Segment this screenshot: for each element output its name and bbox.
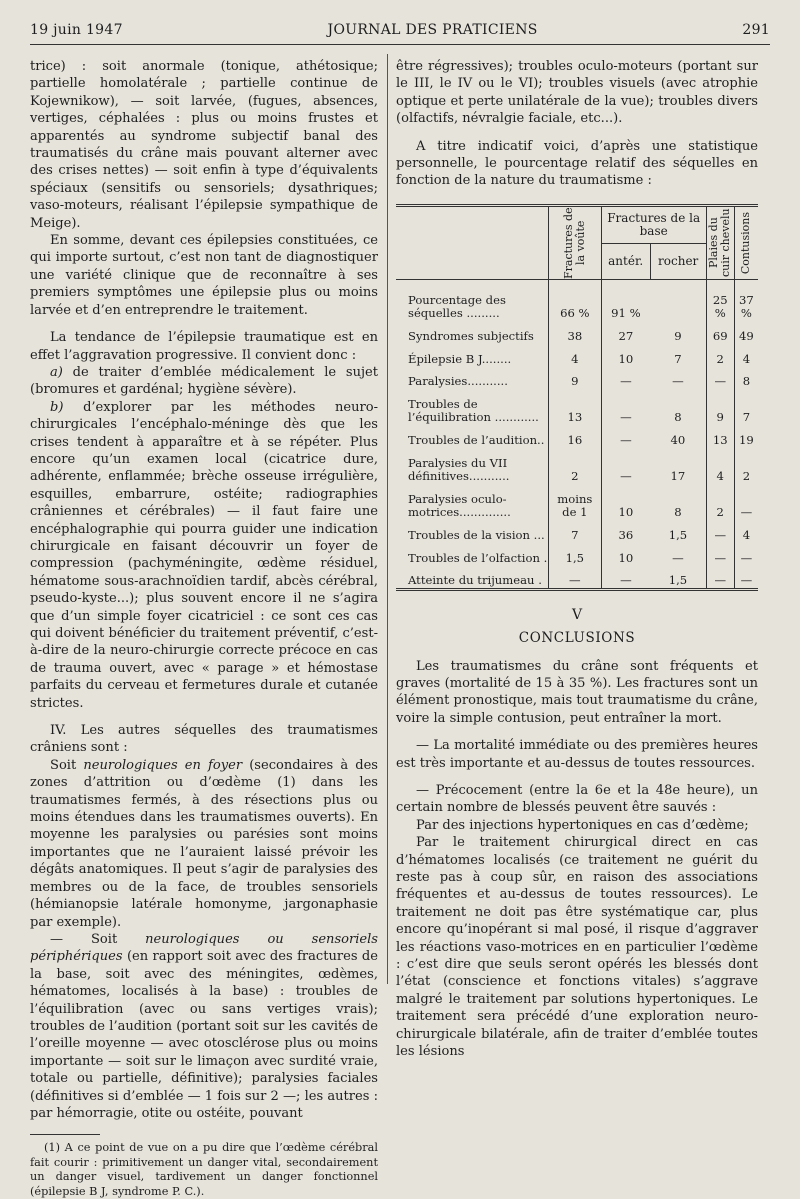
row-label: Troubles de l’audition.. bbox=[408, 433, 545, 447]
table-cell: 37 % bbox=[734, 279, 758, 321]
table-cell: 8 bbox=[734, 366, 758, 389]
table-cell: 1,5 bbox=[668, 573, 688, 588]
table-cell: 17 bbox=[670, 469, 686, 484]
table-row bbox=[396, 543, 758, 566]
row-label: Paralysies........... bbox=[408, 374, 508, 389]
table-cell: 4 bbox=[549, 344, 602, 367]
paragraph bbox=[30, 931, 378, 1122]
table-cell: 91 % bbox=[601, 279, 650, 321]
header-journal-title: JOURNAL DES PRATICIENS bbox=[327, 22, 538, 38]
table-cell: — bbox=[706, 543, 734, 566]
table-row bbox=[396, 425, 758, 448]
table-cell: 9 bbox=[706, 389, 734, 425]
text-run: (en rapport soit avec des fractures de la base, soit avec des méningites, œdèmes, hématomes, localisés à la base) : troubles de l’équilibration (avec ou sans vertiges vrais); troubles de l’audition (portant soit sur les cavités de l’oreille moyenne — avec otosclérose plus ou moins importante — soit sur le limaçon avec surdité vraie, totale ou partielle, définitive); paralysies faciales (définitives si d’emblée — 1 fois sur 2 —; les autres : par hémorragie, otite ou ostéite, pouvant bbox=[30, 949, 378, 1121]
paragraph: Par des injections hypertoniques en cas d’œdème; bbox=[416, 817, 749, 833]
row-label: Épilepsie B J........ bbox=[408, 351, 512, 366]
col-header-anter: antér. bbox=[601, 244, 650, 280]
table-cell: 49 bbox=[734, 321, 758, 344]
table-cell: 16 bbox=[549, 425, 602, 448]
table-cell bbox=[650, 279, 706, 321]
table-cell: — bbox=[734, 484, 758, 520]
footnote-text: (1) A ce point de vue on a pu dire que l’œdème cérébral fait courir : primitivement un danger vital, secondairement un danger visuel, tardivement un danger fonctionnel (épilepsie B J, syndrome P. C.). bbox=[30, 1141, 378, 1198]
right-column bbox=[396, 58, 758, 1061]
list-text: d’explorer par les méthodes neuro-chirurgicales l’encéphalo-méninge dès que les crises tendent à apparaître et à se répéter. Plus encore qu’un examen local (cicatrice dure, adhérente, enflammée; brèche osseuse irrégulière, esquilles, embarrure, ostéite; radiographies crâniennes et cérébrales) — il faut faire une encéphalographie qui pourra guider une indication chirurgicale en faisant découvrir un foyer de compression (pachyméningite, œdème résiduel, hématome sous-arachnoïdien tardif, abcès cérébral, pseudo-kyste...); plus souvent encore il ne s’agira que d’un simple foyer cicatriciel : ce sont ces cas qui doivent bénéficier du traitement préventif, c’est-à-dire de la neuro-chirurgie correcte précoce en cas de trauma ouvert, avec « parage » et hémostase parfaits du cerveau et fermetures durale et cutanée strictes. bbox=[30, 399, 378, 711]
table-cell: 19 bbox=[734, 425, 758, 448]
table-cell: 2 bbox=[706, 484, 734, 520]
emphasis: neurologiques en foyer bbox=[83, 757, 243, 773]
table-cell: 7 bbox=[734, 389, 758, 425]
table-cell: 7 bbox=[674, 351, 682, 366]
list-item bbox=[30, 399, 378, 712]
table-cell: 10 bbox=[601, 484, 650, 520]
table-cell: 40 bbox=[670, 433, 686, 447]
col-header-base-group: Fractures de la base bbox=[601, 207, 706, 244]
table-cell: 9 bbox=[674, 329, 682, 344]
paragraph: En somme, devant ces épilepsies constituées, ce qui importe surtout, c’est non tant de diagnostiquer une variété clinique que de reconnaître à ses premiers symptômes une épilepsie plus ou moins larvée et d’en entreprendre le traitement. bbox=[30, 233, 378, 318]
paragraph: La tendance de l’épilepsie traumatique est en effet l’aggravation progressive. Il convient donc : bbox=[30, 330, 378, 363]
col-header-contusions: Contusions bbox=[734, 207, 758, 280]
paragraph: — Précocement (entre la 6e et la 48e heure), un certain nombre de blessés peuvent être sauvés : bbox=[396, 783, 758, 816]
table-cell: 4 bbox=[734, 520, 758, 543]
table-cell: 25 % bbox=[706, 279, 734, 321]
col-header-plaies: Plaies du cuir chevelu bbox=[706, 207, 734, 280]
row-label: Troubles de l’olfaction . bbox=[408, 550, 548, 565]
col-header-rocher: rocher bbox=[650, 244, 706, 280]
table-cell: 13 bbox=[706, 425, 734, 448]
row-label: Troubles de la vision ... bbox=[408, 527, 545, 542]
section-number: V bbox=[571, 606, 583, 623]
table-cell: — bbox=[601, 565, 650, 588]
table-cell: 38 bbox=[549, 321, 602, 344]
paragraph: Les traumatismes du crâne sont fréquents et graves (mortalité de 15 à 35 %). Les fractures sont un élément pronostique, mais tout traumatisme du crâne, voire la simple contusion, peut entraîner la mort. bbox=[396, 658, 758, 726]
table-cell: 27 bbox=[601, 321, 650, 344]
table-cell: — bbox=[706, 565, 734, 588]
list-label: b) bbox=[50, 399, 64, 415]
text-run: — Soit bbox=[50, 931, 118, 947]
table-row bbox=[396, 344, 758, 367]
table-corner bbox=[396, 207, 549, 280]
table-cell: 10 bbox=[601, 543, 650, 566]
table-cell: 8 bbox=[674, 410, 682, 425]
list-item bbox=[30, 364, 378, 399]
table-cell: — bbox=[734, 565, 758, 588]
table-cell: 7 bbox=[549, 520, 602, 543]
section-heading: IV. Les autres séquelles des traumatismes crâniens sont : bbox=[30, 723, 378, 756]
table-cell: 2 bbox=[549, 448, 602, 484]
list-label: a) bbox=[50, 364, 63, 380]
paragraph bbox=[30, 757, 378, 931]
table-cell: — bbox=[672, 374, 684, 389]
table-cell: 13 bbox=[549, 389, 602, 425]
row-label: Paralysies du VII définitives........... bbox=[408, 455, 510, 484]
table-cell: moins de 1 bbox=[549, 484, 602, 520]
text-run: (secondaires à des zones d’attrition ou d’œdème (1) dans les traumatismes fermés, à des résections plus ou moins étendues dans les traumatismes ouverts). En moyenne les paralysies ou parésies sont moins importantes que ne l’auraient laissé prévoir les dégâts anatomiques. Il peut s’agir de paralysies des membres ou de la face, de troubles sensoriels (hémianopsie latérale homonyme, jargonaphasie par exemple). bbox=[30, 757, 378, 930]
header-page-number: 291 bbox=[742, 22, 770, 38]
table-row bbox=[396, 279, 758, 321]
paragraph: A titre indicatif voici, d’après une statistique personnelle, le pourcentage relatif des séquelles en fonction de la nature du traumatisme : bbox=[396, 138, 758, 189]
header-date: 19 juin 1947 bbox=[30, 22, 123, 38]
table-row bbox=[396, 484, 758, 520]
row-label: Paralysies oculo-motrices.............. bbox=[408, 491, 511, 520]
table-cell: — bbox=[601, 448, 650, 484]
table-cell: 10 bbox=[601, 344, 650, 367]
table-cell: 36 bbox=[601, 520, 650, 543]
table-row bbox=[396, 520, 758, 543]
emphasis: neurologiques ou sensoriels périphériques bbox=[30, 931, 379, 965]
table-cell: — bbox=[706, 366, 734, 389]
row-label: Atteinte du trijumeau . bbox=[408, 573, 542, 588]
table-cell: 66 % bbox=[549, 279, 602, 321]
table-cell: 1,5 bbox=[668, 527, 688, 542]
table-cell: 69 bbox=[706, 321, 734, 344]
table-cell: — bbox=[601, 389, 650, 425]
table-cell: — bbox=[706, 520, 734, 543]
left-column bbox=[30, 58, 378, 1199]
text-run: Soit bbox=[50, 757, 77, 773]
section-title: CONCLUSIONS bbox=[518, 630, 636, 647]
paragraph: être régressives); troubles oculo-moteurs (portant sur le III, le IV ou le VI); troubles visuels (avec atrophie optique et perte unilatérale de la vue); troubles divers (olfactifs, névralgie faciale, etc...). bbox=[396, 59, 758, 127]
paragraph: — La mortalité immédiate ou des premières heures est très importante et au-dessus de toutes ressources. bbox=[396, 738, 758, 771]
col-header-voute: Fractures de la voûte bbox=[549, 207, 602, 280]
row-label: Syndromes subjectifs bbox=[408, 329, 534, 344]
table-cell: 4 bbox=[706, 448, 734, 484]
column-divider bbox=[387, 54, 388, 984]
table-cell: — bbox=[734, 543, 758, 566]
table-cell: 2 bbox=[706, 344, 734, 367]
table-row bbox=[396, 448, 758, 484]
table-cell: — bbox=[601, 425, 650, 448]
table-row bbox=[396, 565, 758, 588]
table-row bbox=[396, 366, 758, 389]
table-cell: 9 bbox=[549, 366, 602, 389]
table-cell: — bbox=[601, 366, 650, 389]
row-label: Troubles de l’équilibration ............ bbox=[408, 396, 539, 425]
table-cell: — bbox=[549, 565, 602, 588]
table-cell: 2 bbox=[734, 448, 758, 484]
paragraph: Par le traitement chirurgical direct en cas d’hématomes localisés (ce traitement ne guérit du reste pas à coup sûr, en raison des associations fréquentes et au-dessus de toutes ressources). Le traitement ne doit pas être systématique car, plus encore qu’inopérant si mal posé, il risque d’aggraver les réactions vaso-motrices en en particulier l’œdème : c’est dire que seuls seront opérés les blessés dont l’état (conscience et fonctions vitales) s’aggrave malgré le traitement par solutions hypertoniques. Le traitement sera précédé d’une exploration neuro-chirurgicale bilatérale, afin de traiter d’emblée toutes les lésions bbox=[396, 835, 758, 1060]
table-row bbox=[396, 321, 758, 344]
table-row bbox=[396, 389, 758, 425]
page-header bbox=[30, 16, 770, 45]
table-cell: 8 bbox=[674, 505, 682, 520]
footnote-rule bbox=[30, 1134, 100, 1135]
row-label: Pourcentage des séquelles ......... bbox=[408, 292, 506, 321]
table-cell: — bbox=[672, 550, 684, 565]
paragraph: trice) : soit anormale (tonique, athétosique; partielle homolatérale ; partielle continue de Kojewnikow), — soit larvée, (fugues, absences, vertiges, céphalées : plus ou moins frustes et apparentés au syndrome subjectif banal des traumatisés du crâne mais pouvant alterner avec des crises nettes) — soit enfin à type d’équivalents spéciaux (sensitifs ou sensoriels; dysathriques; vaso-moteurs, réalisant l’épilepsie sympathique de Meige). bbox=[30, 59, 378, 231]
list-text: de traiter d’emblée médicalement le sujet (bromures et gardénal; hygiène sévère). bbox=[30, 364, 378, 398]
footnote bbox=[30, 1141, 378, 1199]
table-cell: 1,5 bbox=[549, 543, 602, 566]
sequelae-table bbox=[396, 204, 758, 591]
table-cell: 4 bbox=[734, 344, 758, 367]
